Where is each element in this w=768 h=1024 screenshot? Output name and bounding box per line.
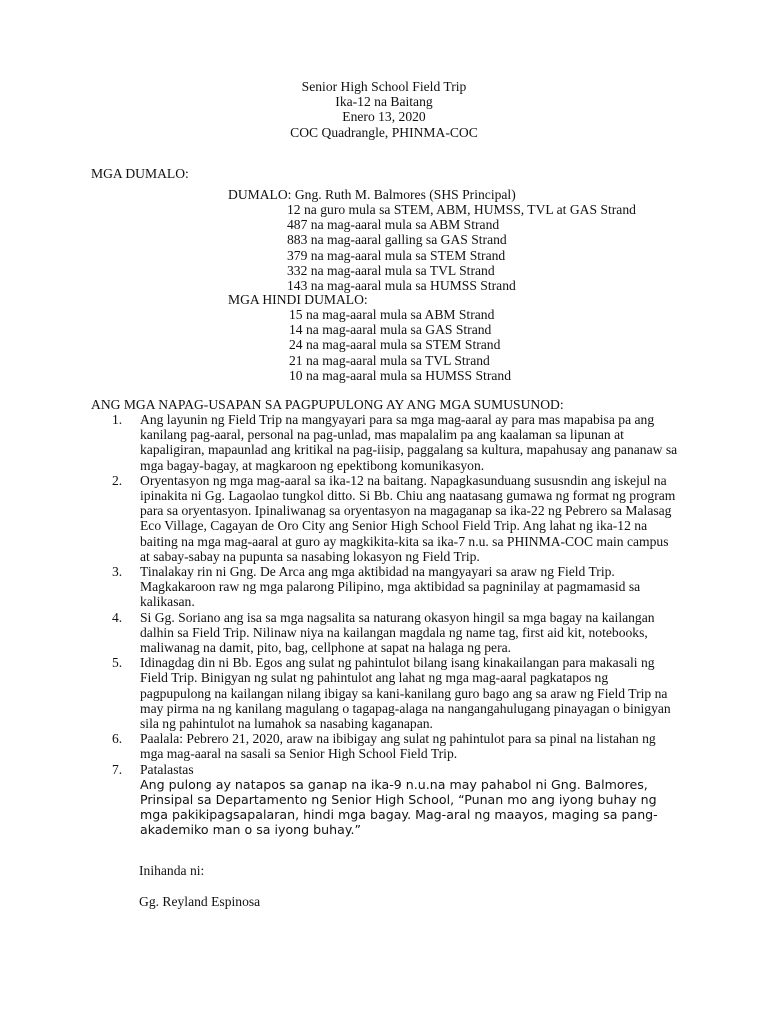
agenda-item-text: Tinalakay rin ni Gng. De Arca ang mga aktibidad na mangyayari sa araw ng Field Trip. Magkakaroon raw ng mga palarong Pilipino, mga aktibidad sa pagninilay at pagmamasid sa kalikasan. xyxy=(140,564,641,610)
agenda-item-text: Si Gg. Soriano ang isa sa mga nagsalita sa naturang okasyon hingil sa mga bagay na kailangan dalhin sa Field Trip. Nilinaw niya na kailangan magdala ng name tag, first aid kit, notebooks, maliwanag na damit, pito, bag, cellphone at sapat na halaga ng pera. xyxy=(140,609,655,656)
agenda-heading: ANG MGA NAPAG-USAPAN SA PAGPUPULONG AY ANG MGA SUMUSUNOD: xyxy=(91,397,564,412)
list-item: 12 na guro mula sa STEM, ABM, HUMSS, TVL at GAS Strand xyxy=(287,202,636,217)
attended-list xyxy=(287,202,636,293)
list-item: 21 na mag-aaral mula sa TVL Strand xyxy=(289,352,490,368)
document-title: Senior High School Field Trip xyxy=(301,79,467,94)
list-item: 883 na mag-aaral galling sa GAS Strand xyxy=(287,232,507,248)
list-item: 15 na mag-aaral mula sa ABM Strand xyxy=(289,307,495,322)
event-date: Enero 13, 2020 xyxy=(342,109,426,125)
list-item: 14 na mag-aaral mula sa GAS Strand xyxy=(289,322,492,338)
agenda-item-number: 2. xyxy=(112,472,123,488)
attendance-section-label: MGA DUMALO: xyxy=(91,166,189,181)
document-header xyxy=(0,79,768,140)
agenda-item xyxy=(112,731,678,761)
agenda-item xyxy=(112,473,678,564)
agenda-item xyxy=(112,610,678,656)
prepared-by-label: Inihanda ni: xyxy=(139,863,205,878)
absent-list xyxy=(289,307,511,383)
agenda-item-number: 7. xyxy=(112,761,123,777)
agenda-item-number: 1. xyxy=(112,412,123,427)
list-item: 487 na mag-aaral mula sa ABM Strand xyxy=(287,217,500,233)
list-item: 24 na mag-aaral mula sa STEM Strand xyxy=(289,337,501,353)
agenda-item-text: Paalala: Pebrero 21, 2020, araw na ibibigay ang sulat ng pahintulot para sa pinal na listahan ng mga mag-aaral na sasali sa Senior High School Field Trip. xyxy=(140,731,656,762)
agenda-item xyxy=(112,412,678,473)
list-item: 143 na mag-aaral mula sa HUMSS Strand xyxy=(287,277,516,293)
agenda-list xyxy=(112,412,678,838)
attended-label: DUMALO: Gng. Ruth M. Balmores (SHS Principal) xyxy=(228,187,516,202)
agenda-item-text: Ang layunin ng Field Trip na mangyayari para sa mga mag-aaral ay para mas mapabisa pa ang kanilang pag-aaral, personal na pag-unlad, mas mapalalim pa ang kaalaman sa lipunan at kapaligiran, mapaunlad ang kritikal na pag-iisip, paggalang sa kultura, mapahusay ang pananaw sa mga bagay-bagay, at magkaroon ng epektibong komunikasyon. xyxy=(140,412,678,473)
agenda-item xyxy=(112,762,678,838)
agenda-item-text: Patalastas xyxy=(140,761,194,777)
agenda-item-number: 4. xyxy=(112,609,123,625)
closing-note: Ang pulong ay natapos sa ganap na ika-9 n.u.na may pahabol ni Gng. Balmores, Prinsipal sa Departamento ng Senior High School, “Punan mo ang iyong buhay ng mga pakikipagsapalaran, hindi mga bagay. Mag-aral ng maayos, maging sa pang-akademiko man o sa iyong buhay.” xyxy=(140,776,658,838)
agenda-item-number: 3. xyxy=(112,564,123,580)
list-item: 332 na mag-aaral mula sa TVL Strand xyxy=(287,262,495,278)
agenda-item-number: 6. xyxy=(112,731,123,747)
absent-label: MGA HINDI DUMALO: xyxy=(228,292,368,307)
list-item: 379 na mag-aaral mula sa STEM Strand xyxy=(287,247,506,263)
prepared-by-name: Gg. Reyland Espinosa xyxy=(139,894,261,909)
agenda-item xyxy=(112,564,678,610)
agenda-item-text: Idinagdag din ni Bb. Egos ang sulat ng pahintulot bilang isang kinakailangan para makasali ng Field Trip. Binigyan ng sulat ng pahintulot ang lahat ng mga mag-aaral pagkatapos ng pagpupulong na kailangan nilang ibigay sa kani-kanilang guro bago ang sa araw ng Field Trip na may pirma na ng kanilang magulang o tagapag-alaga na nangangahulugang pinayagan o binigyan sila ng pahintulot na lumahok sa nasabing kaganapan. xyxy=(140,655,671,732)
agenda-item-number: 5. xyxy=(112,655,123,671)
agenda-item xyxy=(112,655,678,731)
list-item: 10 na mag-aaral mula sa HUMSS Strand xyxy=(289,367,511,383)
event-venue: COC Quadrangle, PHINMA-COC xyxy=(290,124,478,140)
grade-level: Ika-12 na Baitang xyxy=(335,94,433,110)
agenda-item-text: Oryentasyon ng mga mag-aaral sa ika-12 na baitang. Napagkasunduang sususndin ang iskejul na ipinakita ni Gg. Lagaolao tungkol ditto. Si Bb. Chiu ang naatasang gumawa ng format ng program para sa oryentasyon. Ipinaliwanag sa oryentasyon na magaganap sa ika-22 ng Pebrero sa Malasag Eco Village, Cagayan de Oro City ang Senior High School Field Trip. Ang lahat ng ika-12 na baiting na mga mag-aaral at guro ay magkikita-kita sa ika-7 n.u. sa PHINMA-COC main campus at sabay-sabay na pupunta sa nasabing lokasyon ng Field Trip. xyxy=(140,472,676,564)
